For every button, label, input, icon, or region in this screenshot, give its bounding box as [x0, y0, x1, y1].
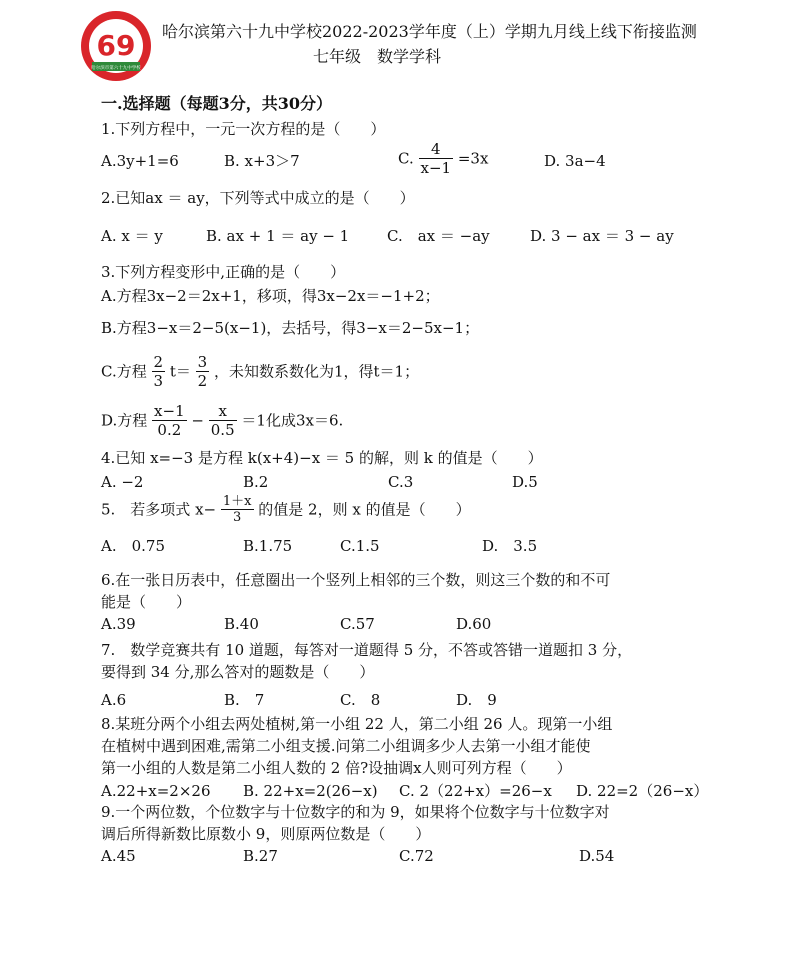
school-logo [80, 10, 152, 82]
q3-d-denominator-2: 0.5 [210, 421, 235, 439]
q5-stem-suffix: 的值是 2，则 x 的值是（ ） [258, 500, 471, 519]
q2-option-a: A. x ＝ y [101, 227, 163, 245]
question-3-stem: 3.下列方程变形中,正确的是（ ） [101, 263, 346, 281]
question-9-line-2: 调后所得新数比原数小 9，则原两位数是（ ） [101, 825, 431, 843]
q5-option-c: C.1.5 [340, 537, 380, 555]
question-9-line-1: 9.一个两位数，个位数字与十位数字的和为 9，如果将个位数字与十位数字对 [101, 803, 610, 821]
q3-d-prefix: D.方程 [101, 411, 148, 430]
q5-option-a: A. 0.75 [101, 537, 165, 555]
q3-c-suffix: ，未知数系数化为1，得t＝1； [213, 362, 420, 381]
q7-option-c: C. 8 [340, 691, 381, 709]
question-8-line-1: 8.某班分两个小组去两处植树,第一小组 22 人，第二小组 26 人。现第一小组 [101, 715, 613, 733]
q3-c-middle: t＝ [169, 362, 191, 381]
q8-option-a: A.22+x=2×26 [101, 782, 211, 800]
q3-d-suffix: ＝1化成3x＝6. [241, 411, 344, 430]
q1-option-d: D. 3a−4 [544, 152, 606, 170]
q7-option-d: D. 9 [456, 691, 497, 709]
q1-c-suffix: =3x [457, 149, 489, 168]
q6-option-d: D.60 [456, 615, 492, 633]
q5-denominator: 3 [233, 510, 242, 525]
q9-option-c: C.72 [399, 847, 434, 865]
q4-option-a: A. −2 [101, 473, 144, 491]
q3-c-fraction-2 [196, 353, 210, 390]
q1-c-fraction [419, 140, 454, 177]
question-8-line-3: 第一小组的人数是第二小组人数的 2 倍?设抽调x人则可列方程（ ） [101, 759, 572, 777]
q3-c-denominator-2: 2 [197, 372, 208, 390]
q8-option-d: D. 22=2（26−x） [576, 782, 709, 800]
logo-mark: 69 [96, 29, 136, 62]
q1-c-denominator: x−1 [420, 159, 452, 177]
q5-numerator: 1＋x [222, 494, 252, 509]
question-8-line-2: 在植树中遇到困难,需第二小组支援.问第二小组调多少人去第一小组才能使 [101, 737, 591, 755]
q7-option-b: B. 7 [224, 691, 265, 709]
q3-d-denominator-1: 0.2 [157, 421, 182, 439]
q3-d-numerator-1: x−1 [154, 402, 185, 420]
question-2-stem: 2.已知ax ＝ ay，下列等式中成立的是（ ） [101, 189, 415, 207]
q9-option-b: B.27 [243, 847, 278, 865]
exam-subtitle: 七年级 数学学科 [313, 47, 442, 66]
q3-c-denominator-1: 3 [153, 372, 164, 390]
q9-option-d: D.54 [579, 847, 615, 865]
q6-option-c: C.57 [340, 615, 375, 633]
q3-d-numerator-2: x [209, 402, 237, 421]
q1-option-c [398, 140, 488, 177]
exam-title: 哈尔滨第六十九中学校2022-2023学年度（上）学期九月线上线下衔接监测 [162, 22, 697, 41]
q8-option-b: B. 22+x=2(26−x) [243, 782, 378, 800]
q7-option-a: A.6 [101, 691, 127, 709]
q3-c-numerator-1: 2 [153, 353, 164, 371]
q3-option-b: B.方程3−x＝2−5(x−1)，去括号，得3−x＝2−5x−1； [101, 319, 480, 337]
question-6-line-1: 6.在一张日历表中，任意圈出一个竖列上相邻的三个数，则这三个数的和不可 [101, 571, 611, 589]
q3-c-fraction-1 [152, 353, 166, 390]
q3-d-minus: − [191, 411, 204, 430]
q6-option-a: A.39 [101, 615, 136, 633]
question-1-stem: 1.下列方程中，一元一次方程的是（ ） [101, 120, 386, 138]
section-title: 一.选择题（每题3分，共30分） [101, 94, 332, 113]
question-7-line-1: 7. 数学竞赛共有 10 道题，每答对一道题得 5 分，不答或答错一道题扣 3 分， [101, 641, 633, 659]
q5-option-b: B.1.75 [243, 537, 293, 555]
question-4-stem: 4.已知 x=−3 是方程 k(x+4)−x ＝ 5 的解，则 k 的值是（ ） [101, 449, 543, 467]
q2-option-b: B. ax + 1 ＝ ay − 1 [206, 227, 350, 245]
q3-c-numerator-2: 3 [197, 353, 208, 371]
q3-option-a: A.方程3x−2＝2x+1，移项，得3x−2x＝−1+2； [101, 287, 440, 305]
q5-fraction [221, 494, 254, 525]
q8-option-c: C. 2（22+x）=26−x [399, 782, 552, 800]
q5-stem-prefix: 5. 若多项式 x− [101, 500, 217, 519]
q2-option-d: D. 3 − ax ＝ 3 − ay [530, 227, 674, 245]
logo-ring-text: 哈尔滨市第六十九中学校 [91, 66, 141, 71]
question-7-line-2: 要得到 34 分,那么答对的题数是（ ） [101, 663, 375, 681]
question-6-line-2: 能是（ ） [101, 593, 192, 611]
q1-c-numerator: 4 [419, 140, 454, 159]
question-5-stem [101, 494, 471, 525]
q3-c-prefix: C.方程 [101, 362, 147, 381]
q1-option-a: A.3y+1=6 [101, 152, 179, 170]
q4-option-d: D.5 [512, 473, 538, 491]
q4-option-b: B.2 [243, 473, 269, 491]
q9-option-a: A.45 [101, 847, 136, 865]
q6-option-b: B.40 [224, 615, 259, 633]
q5-option-d: D. 3.5 [482, 537, 538, 555]
q1-option-b: B. x+3＞7 [224, 152, 300, 170]
q1-c-prefix: C. [398, 149, 414, 168]
q3-option-d [101, 402, 343, 439]
q2-option-c: C. ax ＝ −ay [387, 227, 490, 245]
q3-d-fraction-2 [209, 402, 237, 439]
q3-d-fraction-1 [152, 402, 187, 439]
q4-option-c: C.3 [388, 473, 414, 491]
q3-option-c [101, 353, 419, 390]
